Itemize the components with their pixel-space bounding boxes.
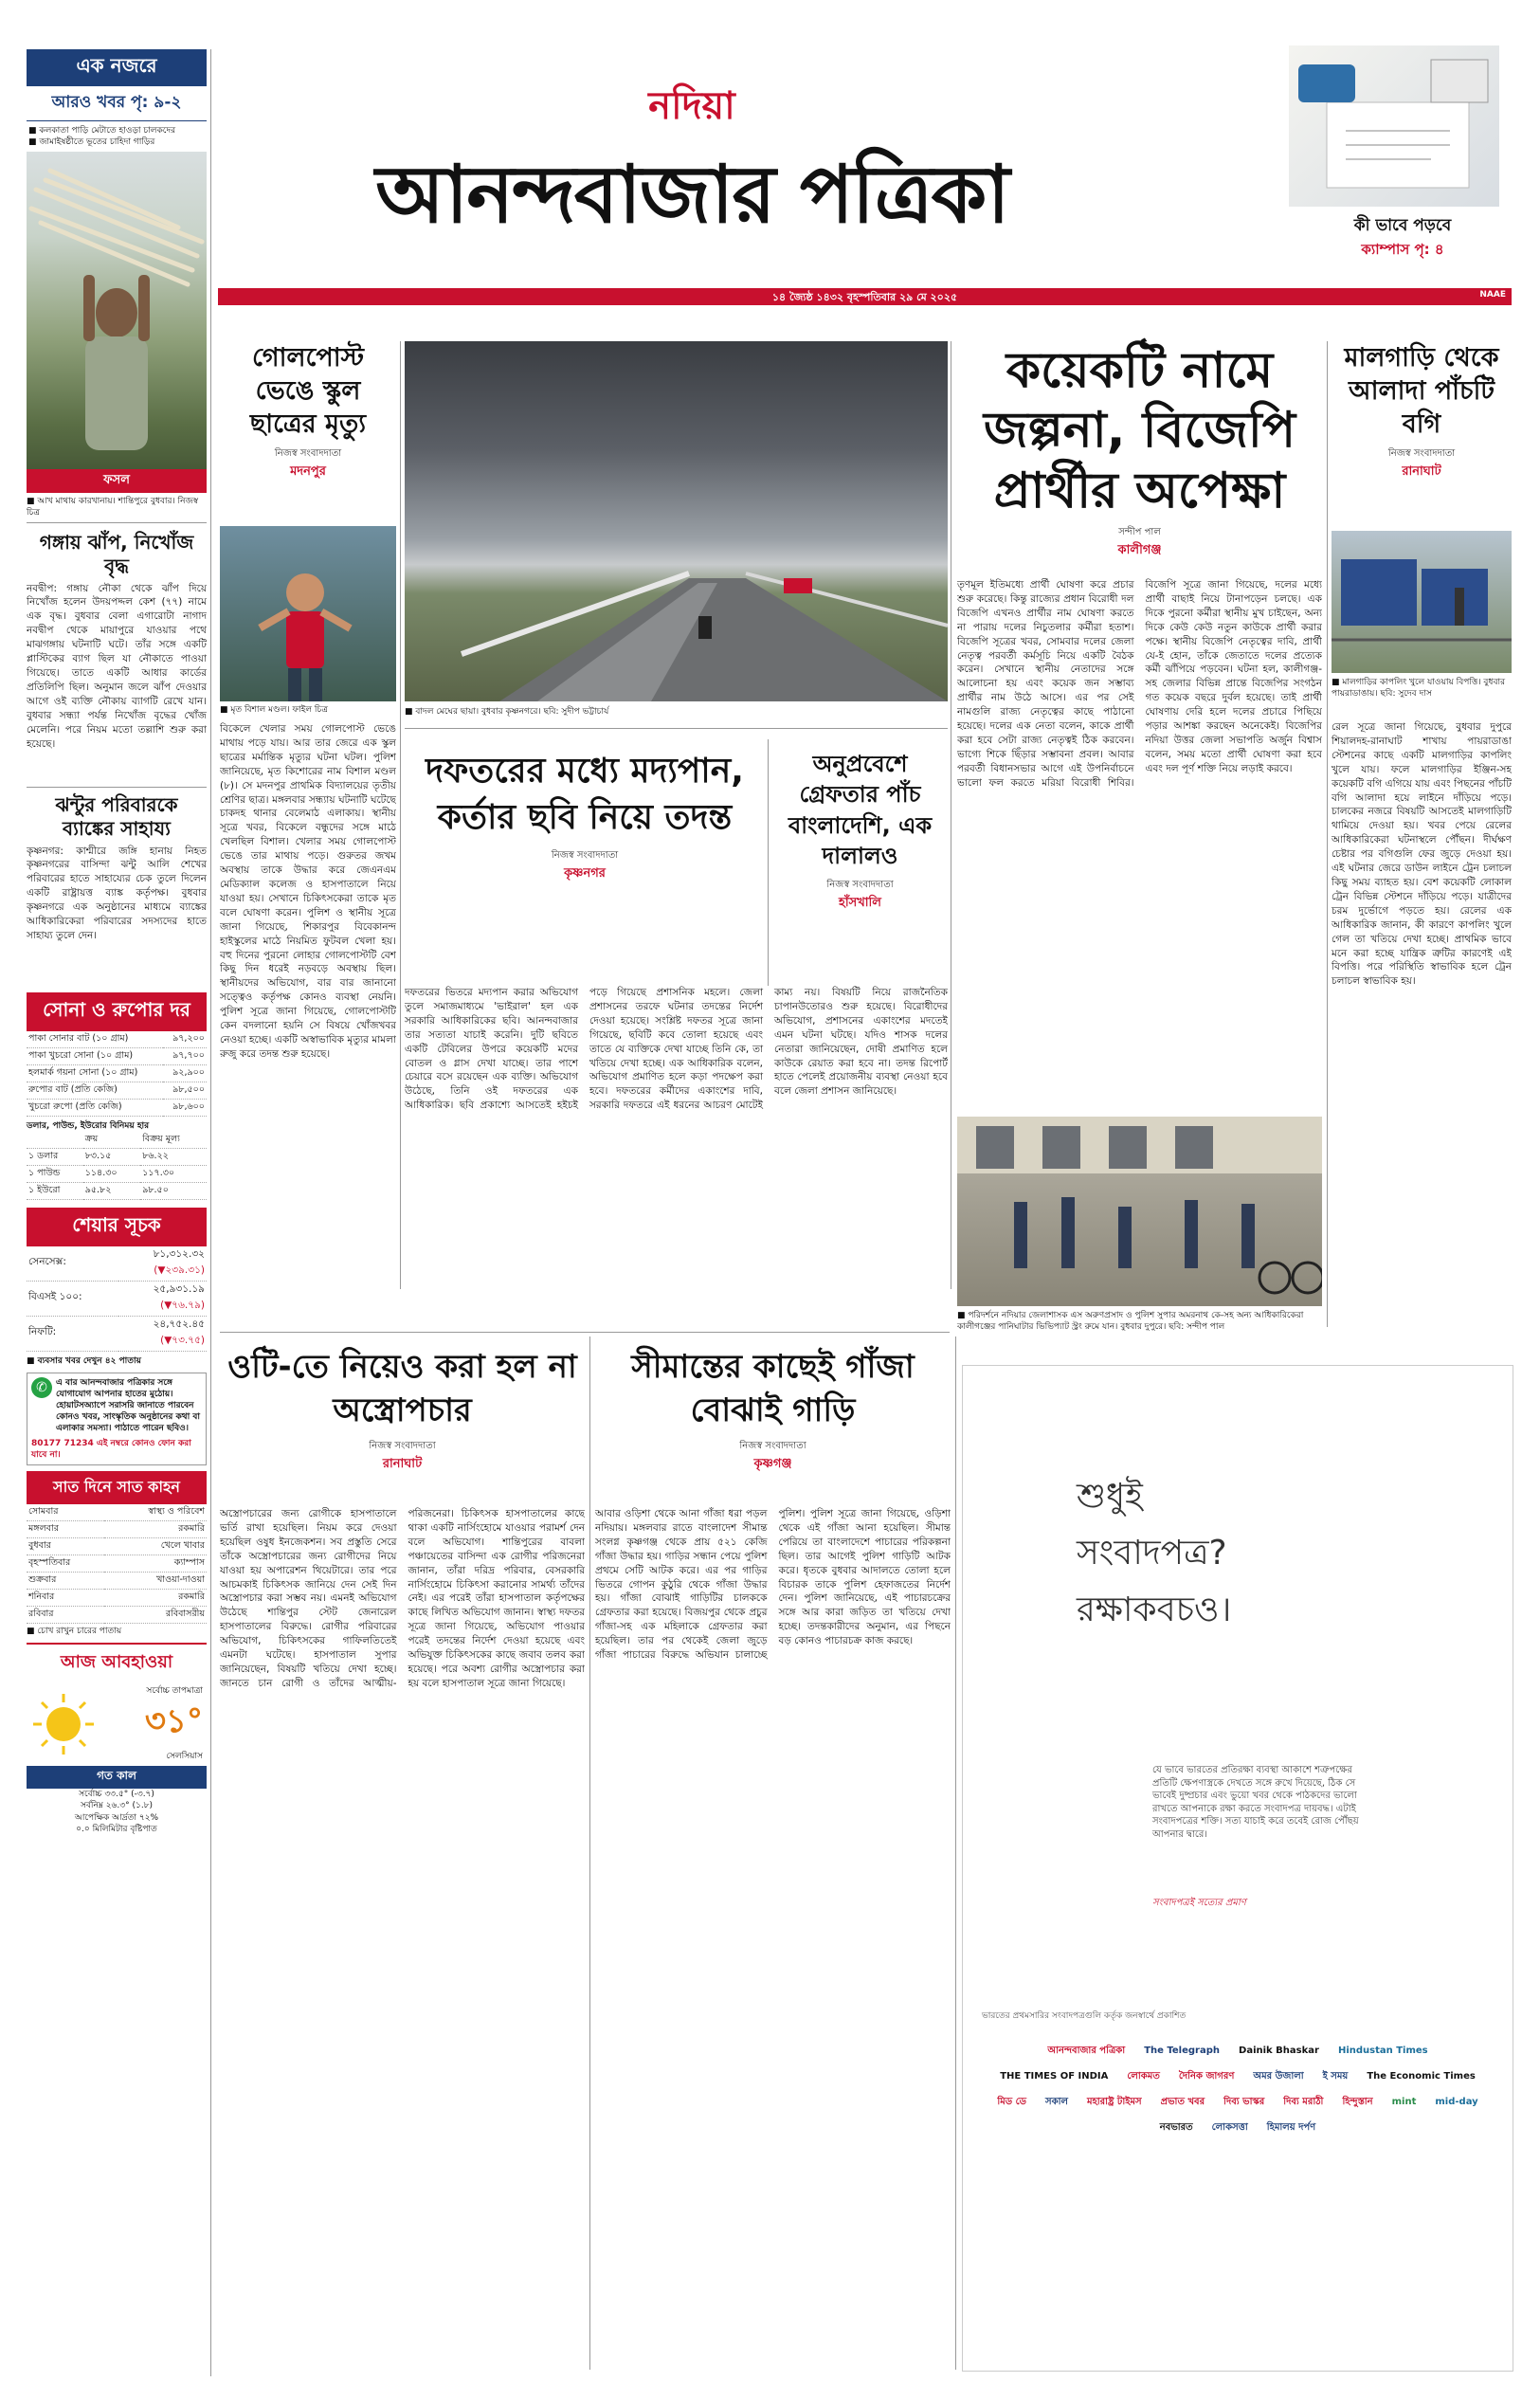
story-byline: নিজস্ব সংবাদদাতা	[826, 879, 894, 890]
photo-tag: ফসল	[27, 469, 207, 493]
yesterday-row: ০.০ মিলিমিটার বৃষ্টিপাত	[76, 1824, 157, 1834]
publisher-logo: অমর উজালা	[1253, 2071, 1304, 2082]
table-row: ১ ডলার ৮৩.১৫ ৮৬.২২	[27, 1148, 207, 1165]
business-ref: ■ ব্যবসার খবর দেখুন ৪২ পাতায়	[27, 1355, 141, 1366]
publisher-logo: হিমালয় দর্পণ	[1266, 2122, 1316, 2133]
table-row: শুক্রবার খাওয়া-দাওয়া	[27, 1572, 207, 1589]
lead-story	[957, 341, 1322, 561]
story-headline: কয়েকটি নামে জল্পনা, বিজেপি প্রার্থীর অপেক্ষা	[983, 342, 1296, 519]
ad-footer-note: ভারতের প্রথমসারির সংবাদপত্রগুলি কর্তৃক জনস্বার্থে প্রকাশিত	[982, 2011, 1187, 2021]
publisher-logo: THE TIMES OF INDIA	[1000, 2071, 1109, 2082]
story-text: অস্ত্রোপচারের জন্য রোগীকে হাসপাতালে ভর্তি রাখা হয়েছিল। নিয়ম করে দেওয়া হয়েছিল ওষুধ ইনজেকশন। সব প্রস্তুতি সেরে তাঁকে অস্ত্রোপচারের জন্য রোগীদের নিয়ে যাওয়া হয় অপারেশন থিয়েটারে। তার পরে আচমকাই চিকিৎসক জানিয়ে দেন সেই দিন অস্ত্রোপচার করা সম্ভব নয়। এমনই অভিযোগ উঠেছে শান্তিপুর স্টেট জেনারেল হাসপাতালের বিরুদ্ধে। রোগীর পরিবারের অভিযোগ, চিকিৎসকের গাফিলতিতেই এমনটা ঘটেছে। হাসপাতাল সুপার জানিয়েছেন, বিষয়টি খতিয়ে দেখা হচ্ছে। জানতে চান রোগী ও তাঁদের আত্মীয়-পরিজনেরা। চিকিৎসক হাসপাতালের কাছে থাকা একটি নার্সিংহোমে যাওয়ার পরামর্শ দেন বলে অভিযোগ। শান্তিপুরের বাবলা পঞ্চায়েতের বাসিন্দা এক রোগীর পরিজনেরা জানান, তাঁরা দরিদ্র পরিবার, বেসরকারি নার্সিংহোমে চিকিৎসা করানোর সামর্থ্য তাঁদের নেই। এর পরেই তাঁরা হাসপাতাল কর্তৃপক্ষের কাছে লিখিত অভিযোগ জানান। স্বাস্থ্য দফতর সূত্রে জানা গিয়েছে, অভিযোগ পাওয়ার পরেই তদন্তের নির্দেশ দেওয়া হয়েছে এবং অভিযুক্ত চিকিৎসকের কাছে জবাব তলব করা হয়েছে। পরে অবশ্য রোগীর অস্ত্রোপচার করা হয় বলে হাসপাতাল সূত্রে জানা গিয়েছে।	[220, 1508, 585, 1689]
story-headline: সীমান্তের কাছেই গাঁজা বোঝাই গাড়ি	[631, 1348, 915, 1429]
gold-rate-table	[27, 1031, 207, 1117]
table-row: পাকা সোনার বাট (১০ গ্রাম) ৯৭,২০০	[27, 1031, 207, 1048]
story-dateline: হাঁসখালি	[839, 895, 881, 910]
more-news-ref: আরও খবর পৃ: ৯-২	[27, 86, 207, 121]
infiltration-story	[772, 749, 948, 914]
surgery-story	[220, 1346, 585, 1475]
story-text: নবদ্বীপ: গঙ্গায় নৌকা থেকে ঝাঁপ দিয়ে নিখোঁজ হলেন উদয়পদ্দল কেশ (৭৭) নামে এক বৃদ্ধ। বুধবার বেলা এগারোটা নাগাদ নবদ্বীপ থেকে মায়াপুরে যাওয়ার পথে মাঝগঙ্গায় ঘটনাটি ঘটে। তাঁর সঙ্গে একটি প্লাস্টিকের ব্যাগ ছিল যা নৌকাতে পাওয়া গিয়েছে। তাতে একটি আধার কার্ডের প্রতিলিপি ছিল। অনুমান জলে ঝাঁপ দেওয়ার আগে ওই ব্যক্তি নৌকায় ব্যাগটি রেখে যান। বুধবার সন্ধ্যা পর্যন্ত নিখোঁজ বৃদ্ধের খোঁজ মেলেনি। পরে নিয়ম মতো তল্লাশি শুরু করা হয়েছে।	[27, 582, 207, 750]
publisher-logo: Hindustan Times	[1337, 2046, 1428, 2056]
newspaper-ad	[962, 1365, 1513, 2372]
publisher-logo: লোকসত্তা	[1211, 2122, 1248, 2133]
sun-icon	[30, 1691, 97, 1757]
table-row: রবিবার রবিবাসরীয়	[27, 1606, 207, 1623]
photo-caption: ■ মৃত বিশাল মণ্ডল। ফাইল চিত্র	[220, 705, 328, 715]
publisher-logo: The Telegraph	[1144, 2046, 1221, 2056]
seven-days-note: ■ চোখ রাখুন চারের পাতায়	[27, 1626, 122, 1636]
publisher-logo: mid-day	[1435, 2097, 1478, 2107]
story-text: তৃণমূল ইতিমধ্যে প্রার্থী ঘোষণা করে প্রচার শুরু করেছে। কিন্তু রাজ্যের প্রধান বিরোধী দল বিজেপি এখনও প্রার্থীর নাম ঘোষণা করতে না পারায় দলের নিচুতলার কর্মীরা হতাশ। বিজেপি সূত্রের খবর, সোমবার দলের জেলা নেতৃত্ব পরবর্তী কর্মসূচি নিয়ে একটি বৈঠক করেন। সেখানে স্থানীয় নেতাদের সঙ্গে আলোচনা হয় এবং কয়েক জন সম্ভাব্য প্রার্থীর নাম উঠে আসে। এর পর সেই নামগুলি রাজ্য নেতৃত্বের কাছে পাঠানো হয়েছে। দলের এক নেতা বলেন, কাকে প্রার্থী করা হবে সেটা রাজ্য নেতৃত্বই ঠিক করবেন। ভাগ্যে শিকে ছিঁড়ার সম্ভাবনা প্রবল। আবার পরবর্তী বিধানসভার আগে এই উপনির্বাচনে ভালো ফল করতে মরিয়া বিরোধী শিবির। বিজেপি সূত্রে জানা গিয়েছে, দলের মধ্যে প্রার্থী বাছাই নিয়ে টানাপড়েন চলছে। এক দিকে পুরনো কর্মীরা স্থানীয় মুখ চাইছেন, অন্য দিকে কেউ কেউ নতুন কাউকে প্রার্থী করার পক্ষে। স্থানীয় বিজেপি নেতৃত্বের দাবি, প্রার্থী যে-ই হোন, তাঁকে জেতাতে দলের প্রত্যেক কর্মী ঝাঁপিয়ে পড়বেন। ঘটনা হল, কালীগঞ্জ-সহ জেলার বিভিন্ন প্রান্তে বিজেপির সংগঠন গত কয়েক বছরে দুর্বল হয়েছে। তাই প্রার্থী ঘোষণায় দেরি হলে দলের প্রচারে পিছিয়ে পড়ার আশঙ্কা করছেন অনেকেই। বিজেপির নদিয়া উত্তর জেলা সভাপতি অর্জুন বিশ্বাস বলেন, সময় মতো প্রার্থী ঘোষণা করা হবে এবং দল পূর্ণ শক্তি নিয়ে লড়াই করবে।	[957, 579, 1322, 789]
story-byline: সন্দীপ পাল	[1118, 527, 1161, 538]
sugarcane-illustration	[27, 152, 207, 493]
left-sidebar	[27, 49, 207, 2376]
officials-illustration	[957, 1117, 1322, 1306]
publisher-logo: লোকমত	[1127, 2071, 1160, 2082]
story-text: রেল সূত্রে জানা গিয়েছে, বুধবার দুপুরে শিয়ালদহ-রানাঘাট শাখায় পায়রাডাঙা স্টেশনের কাছে একটি মালগাড়ির কাপলিং খুলে যায়। ফলে মালগাড়ির ইঞ্জিন-সহ কয়েকটি বগি এগিয়ে যায় এবং পিছনের পাঁচটি বগি আলাদা হয়ে লাইনে দাঁড়িয়ে পড়ে। চালকের নজরে বিষয়টি আসতেই মালগাড়িটি থামিয়ে দেওয়া হয়। খবর পেয়ে রেলের আধিকারিকেরা ঘটনাস্থলে পৌঁছন। দীর্ঘক্ষণ চেষ্টার পর বগিগুলি ফের জুড়ে দেওয়া হয়। এই ঘটনার জেরে ডাউন লাইনে ট্রেন চলাচল কিছু সময় ব্যাহত হয়। বেশ কয়েকটি লোকাল ট্রেন বিভিন্ন স্টেশনে দাঁড়িয়ে পড়ে। যাত্রীদের চরম দুর্ভোগে পড়তে হয়। রেলের এক আধিকারিক জানান, কী কারণে কাপলিং খুলে গেল তা খতিয়ে দেখা হচ্ছে। প্রাথমিক ভাবে মনে করা হচ্ছে যান্ত্রিক ত্রুটির কারণেই এই বিপত্তি। পরে পরিস্থিতি স্বাভাবিক হলে ট্রেন চলাচল স্বাভাবিক হয়।	[1332, 721, 1512, 988]
story-byline: নিজস্ব সংবাদদাতা	[551, 850, 619, 862]
whatsapp-icon: ✆	[31, 1377, 52, 1398]
story-headline: গোলপোস্ট ভেঙে স্কুল ছাত্রের মৃত্যু	[249, 343, 367, 440]
story-byline: নিজস্ব সংবাদদাতা	[274, 448, 342, 460]
at-a-glance-header: এক নজরে	[27, 49, 207, 86]
story-byline: নিজস্ব সংবাদদাতা	[369, 1440, 436, 1451]
photo-caption: ■ বাদল মেঘের ছায়া। বুধবার কৃষ্ণনগরে। ছবি: সুদীপ ভট্টাচার্য	[405, 707, 609, 717]
rain-cloud-photo	[405, 341, 948, 701]
publisher-logo: The Economic Times	[1367, 2071, 1476, 2082]
campus-promo-photo	[1289, 45, 1499, 207]
bridge-road-illustration	[405, 341, 948, 701]
ad-signoff: সংবাদপত্রই সত্যের প্রমাণ	[1152, 1898, 1246, 1908]
story-dateline: কৃষ্ণনগর	[564, 866, 606, 882]
ad-headline-2: সংবাদপত্র?	[1077, 1534, 1227, 1573]
dateline-bar	[218, 288, 1512, 305]
dateline-text: ১৪ জ্যৈষ্ঠ ১৪৩২ বৃহস্পতিবার ২৯ মে ২০২৫	[771, 291, 958, 303]
story-text: বিকেলে খেলার সময় গোলপোস্ট ভেঙে মাথায় পড়ে যায়। আর তার জেরে এক স্কুল ছাত্রের মর্মান্তিক মৃত্যুর ঘটনা ঘটল। পুলিশ জানিয়েছে, মৃত কিশোরের নাম বিশাল মণ্ডল (৮)। সে মদনপুর প্রাথমিক বিদ্যালয়ের তৃতীয় শ্রেণির ছাত্র। মঙ্গলবার সন্ধ্যায় ঘটনাটি ঘটেছে চাকদহ থানার বেলেমাঠ এলাকায়। স্থানীয় সূত্রে খবর, বিকেলে বন্ধুদের সঙ্গে মাঠে খেলছিল বিশাল। খেলার সময় গোলপোস্ট ভেঙে তার মাথায় পড়ে। গুরুতর জখম অবস্থায় তাকে উদ্ধার করে জেএনএম মেডিক্যাল কলেজ ও হাসপাতালে নিয়ে যাওয়া হয়। সেখানে চিকিৎসকেরা তাকে মৃত বলে ঘোষণা করেন। পুলিশ ও স্থানীয় সূত্রে জানা গিয়েছে, শিকারপুর বিবেকানন্দ হাইস্কুলের মাঠে নিয়মিত ফুটবল খেলা হয়। বহু দিনের পুরনো লোহার গোলপোস্টটি বেশ কিছু দিন ধরেই নড়বড়ে অবস্থায় ছিল। স্থানীয়দের অভিযোগ, বার বার জানানো সত্ত্বেও কর্তৃপক্ষ কোনও ব্যবস্থা নেয়নি। পুলিশ সূত্রে জানা গিয়েছে, গোলপোস্টটি কেন বদলানো হয়নি সে বিষয়ে খোঁজখবর নেওয়া হচ্ছে। একটি অস্বাভাবিক মৃত্যুর মামলা রুজু করে তদন্ত শুরু হয়েছে।	[220, 723, 396, 1060]
sugarcane-photo	[27, 152, 207, 493]
train-illustration	[1332, 531, 1512, 673]
table-row: ক্রয় বিক্রয় মূল্য	[27, 1132, 207, 1149]
table-row: সোমবার স্বাস্থ্য ও পরিবেশ	[27, 1504, 207, 1521]
currency-header: ডলার, পাউন্ড, ইউরোর বিনিময় হার	[27, 1120, 150, 1131]
malgari-story	[1332, 341, 1512, 482]
whatsapp-text: এ বার আনন্দবাজার পত্রিকার সঙ্গে যোগাযোগ আপনার হাতের মুঠোয়। হোয়াটসঅ্যাপে সরাসরি জানাতে পারবেন কোনও খবর, সাংস্কৃতিক অনুষ্ঠানের কথা বা এলাকার সমস্যা। পাঠাতে পারেন ছবিও।	[56, 1377, 200, 1434]
publisher-logo: সকাল	[1045, 2097, 1068, 2107]
publisher-logos	[982, 2039, 1494, 2141]
whatsapp-box	[27, 1373, 207, 1465]
table-row: বিএসই ১০০: ২৫,৯৩১.১৯ (▼৭৬.৭৯)	[27, 1281, 207, 1316]
publisher-logo: আনন্দবাজার পত্রিকা	[1047, 2046, 1126, 2056]
yesterday-row: সর্বনিম্ন ২৬.৩° (১.৮)	[80, 1801, 154, 1811]
share-index-header: শেয়ার সূচক	[27, 1208, 207, 1246]
newspaper-title: আনন্দবাজার পত্রিকা	[375, 147, 1008, 241]
share-index-table	[27, 1246, 207, 1352]
table-row: খুচরো রুপো (প্রতি কেজি) ৯৮,৬০০	[27, 1099, 207, 1116]
story-dateline: মদনপুর	[290, 464, 326, 480]
publisher-logo: দিব্য মরাঠী	[1283, 2097, 1324, 2107]
story-text: আবার ওড়িশা থেকে আনা গাঁজা ধরা পড়ল নদিয়ায়। মঙ্গলবার রাতে বাংলাদেশ সীমান্ত সংলগ্ন কৃষ্ণগঞ্জ থেকে প্রায় ৫২১ কেজি গাঁজা উদ্ধার হয়। গাড়ির সন্ধান পেয়ে পুলিশ প্রথমে সেটি আটক করে। এর পর গাড়ির ভিতরে গোপন কুঠুরি থেকে গাঁজা উদ্ধার হয়। গাঁজা বোঝাই গাড়িটির চালককে গ্রেফতার করা হয়েছে। বিজয়পুর থেকে প্রচুর গাঁজা-সহ এক মহিলাকে গ্রেফতার করা হয়েছিল। তার পর থেকেই জেলা জুড়ে গাঁজা পাচারের বিরুদ্ধে অভিযান চালাচ্ছে পুলিশ। পুলিশ সূত্রে জানা গিয়েছে, ওড়িশা থেকে এই গাঁজা আনা হয়েছিল। সীমান্ত পেরিয়ে তা বাংলাদেশে পাচারের পরিকল্পনা ছিল। তার আগেই পুলিশ গাড়িটি আটক করে। ধৃতকে বুধবার আদালতে তোলা হলে বিচারক তাকে পুলিশ হেফাজতের নির্দেশ দেন। পুলিশ জানিয়েছে, এই পাচারচক্রের সঙ্গে আর কারা জড়িত তা খতিয়ে দেখা হচ্ছে। তদন্তকারীদের অনুমান, এর পিছনে বড় কোনও পাচারচক্র কাজ করছে।	[595, 1508, 951, 1662]
table-row: মঙ্গলবার রকমারি	[27, 1520, 207, 1537]
story-headline: গঙ্গায় ঝাঁপ, নিখোঁজ বৃদ্ধ	[39, 530, 194, 577]
photo-caption: ■ মালগাড়ির কাপলিং খুলে যাওয়ায় বিপত্তি। বুধবার পায়রাডাঙায়। ছবি: সুদেব দাস	[1332, 678, 1506, 700]
ganja-story	[595, 1346, 951, 1475]
ad-headline-3: রক্ষাকবচও।	[1077, 1591, 1232, 1629]
story-dateline: কালীগঞ্জ	[1117, 543, 1162, 558]
student-photo	[220, 526, 396, 701]
seven-days-header: সাত দিনে সাত কাহন	[27, 1471, 207, 1504]
yesterday-header: গত কাল	[27, 1766, 207, 1789]
campus-promo-line2: ক্যাম্পাস পৃ: ৪	[1361, 241, 1444, 258]
publisher-logo: নবভারত	[1159, 2122, 1193, 2133]
story-dateline: রানাঘাট	[382, 1456, 423, 1471]
gold-rate-header: সোনা ও রুপোর দর	[27, 992, 207, 1031]
whatsapp-number: 80177 71234 এই নম্বরে কোনও ফোন করা যাবে না।	[31, 1438, 191, 1460]
yesterday-row: সর্বোচ্চ ৩৩.৫° (-৩.৭)	[79, 1790, 154, 1800]
story-byline: নিজস্ব সংবাদদাতা	[1387, 448, 1456, 460]
publisher-logo: প্রভাত খবর	[1160, 2097, 1205, 2107]
table-row: বৃহস্পতিবার ক্যাম্পাস	[27, 1555, 207, 1572]
publisher-logo: মহারাষ্ট্র টাইমস	[1086, 2097, 1142, 2107]
story-dateline: রানাঘাট	[1402, 464, 1441, 480]
weather-header: আজ আবহাওয়া	[27, 1643, 207, 1682]
publisher-logo: ই সময়	[1322, 2071, 1349, 2082]
story-headline: ঝন্টুর পরিবারকে ব্যাঙ্কের সাহায্য	[27, 787, 207, 841]
edition-code: NAAE	[1479, 290, 1506, 300]
story-text: দফতরের ভিতরে মদ্যপান করার অভিযোগ তুলে সমাজমাধ্যমে 'ভাইরাল' হল এক সরকারি আধিকারিকের ছবি। আনন্দবাজার তার সত্যতা যাচাই করেনি। দুটি ছবিতে একটি টেবিলের উপরে কয়েকটি মদের বোতল ও গ্লাস দেখা যাচ্ছে। তার পাশে চেয়ারে বসে রয়েছেন এক ব্যক্তি। অভিযোগ উঠেছে, তিনি ওই দফতরের এক আধিকারিক। ছবি প্রকাশ্যে আসতেই হইচই পড়ে গিয়েছে প্রশাসনিক মহলে। জেলা প্রশাসনের তরফে ঘটনার তদন্তের নির্দেশ দেওয়া হয়েছে। সংশ্লিষ্ট দফতর সূত্রে জানা গিয়েছে, ছবিটি কবে তোলা হয়েছে এবং তাতে যে ব্যক্তিকে দেখা যাচ্ছে তিনি কে, তা খতিয়ে দেখা হচ্ছে। এক আধিকারিক বলেন, অভিযোগ প্রমাণিত হলে কড়া পদক্ষেপ করা হবে। দফতরের কর্মীদের একাংশের দাবি, সরকারি দফতরে এই ধরনের আচরণ মোটেই কাম্য নয়। বিষয়টি নিয়ে রাজনৈতিক চাপানউতোরও শুরু হয়েছে। বিরোধীদের অভিযোগ, প্রশাসনের একাংশের মদতেই এমন ঘটনা ঘটছে। যদিও শাসক দলের নেতারা জানিয়েছেন, দোষী প্রমাণিত হলে কাউকে রেয়াত করা হবে না। তদন্ত রিপোর্ট হাতে পেলেই প্রয়োজনীয় ব্যবস্থা নেওয়া হবে বলে জেলা প্রশাসন জানিয়েছে।	[405, 987, 948, 1112]
goods-train-photo	[1332, 531, 1512, 673]
publisher-logo: mint	[1391, 2097, 1417, 2107]
table-row: ১ পাউন্ড ১১৪.৩০ ১১৭.৩০	[27, 1165, 207, 1182]
goalpost-story	[220, 341, 396, 482]
story-byline: নিজস্ব সংবাদদাতা	[739, 1440, 806, 1451]
publisher-logo: দিব্য ভাস্কর	[1223, 2097, 1265, 2107]
table-row: নিফটি: ২৪,৭৫২.৪৫ (▼৭৩.৭৫)	[27, 1316, 207, 1351]
weather-temp: ৩১°	[144, 1702, 203, 1741]
story-headline: মালগাড়ি থেকে আলাদা পাঁচটি বগি	[1344, 343, 1499, 440]
currency-table	[27, 1132, 207, 1200]
table-row: রুপোর বাট (প্রতি কেজি) ৯৮,৫০০	[27, 1082, 207, 1099]
story-headline: অনুপ্রবেশে গ্রেফতার পাঁচ বাংলাদেশি, এক দালালও	[788, 751, 933, 870]
story-dateline: কৃষ্ণগঞ্জ	[753, 1456, 792, 1471]
publisher-logo: মিড ডে	[997, 2097, 1027, 2107]
edition-name: নদিয়া	[648, 84, 735, 128]
table-row: ১ ইউরো ৯৫.৮২ ৯৮.৫০	[27, 1182, 207, 1199]
child-illustration	[220, 526, 396, 701]
publisher-logo: দৈনিক জাগরণ	[1178, 2071, 1235, 2082]
table-row: পাকা খুচরো সোনা (১০ গ্রাম) ৯৭,৭০০	[27, 1047, 207, 1064]
table-row: শনিবার রকমারি	[27, 1589, 207, 1606]
photo-caption: ■ আখ মাথায় কারখানায়। শান্তিপুরে বুধবার। নিজস্ব চিত্র	[27, 493, 207, 522]
publisher-logo: হিন্দুস্তান	[1342, 2097, 1373, 2107]
story-headline: ওটি-তে নিয়েও করা হল না অস্ত্রোপচার	[227, 1348, 577, 1429]
glance-bullet: ■ কলকাতা পাড়ি মেটাতে হাওড়া চালকদের	[28, 126, 176, 136]
ad-headline-1: শুধুই	[1077, 1477, 1143, 1516]
study-illustration	[1289, 45, 1499, 207]
story-text: কৃষ্ণনগর: কাশ্মীরে জঙ্গি হানায় নিহত কৃষ্ণনগরের বাসিন্দা ঝন্টু আলি শেখের পরিবারের হাতে সাহায্যের চেক তুলে দিলেন একটি রাষ্ট্রায়ত্ত ব্যাঙ্ক কর্তৃপক্ষ। বুধবার কৃষ্ণনগরে এক অনুষ্ঠানের মাধ্যমে ব্যাঙ্কের আধিকারিকেরা পরিবারের সদস্যদের হাতে সাহায্য তুলে দেন।	[27, 845, 207, 941]
table-row: হলমার্ক গয়না সোনা (১০ গ্রাম) ৯২,৯০০	[27, 1064, 207, 1082]
publisher-logo: Dainik Bhaskar	[1239, 2046, 1319, 2056]
table-row: বুধবার খেলে খাবার	[27, 1537, 207, 1555]
table-row: সেনসেক্স: ৮১,৩১২.৩২ (▼২৩৯.৩১)	[27, 1246, 207, 1282]
ad-body-text: যে ভাবে ভারতের প্রতিরক্ষা ব্যবস্থা আকাশে শত্রুপক্ষের প্রতিটি ক্ষেপণাস্ত্রকে দেখতে সঙ্গে রুখে দিয়েছে, ঠিক সে ভাবেই দুষ্প্রচার এবং ভুয়ো খবর থেকে পাঠকদের ভালো রাখতে আপনাকে রক্ষা করতে সংবাদপত্র দায়বদ্ধ। এটাই সংবাদপত্রের শক্তি। সত্য যাচাই করে তবেই রোজ পৌঁছয় আপনার দ্বারে।	[1152, 1765, 1359, 1840]
photo-caption: ■ পরিদর্শনে নদিয়ার জেলাশাসক এস অরুণপ্রসাদ ও পুলিশ সুপার অমরনাথ কে-সহ অন্য আধিকারিকেরা কালীগঞ্জের পানিঘাটার ভিভিপ্যাট স্ট্রং রুমে যান। বুধবার দুপুরে। ছবি: সন্দীপ পাল	[957, 1311, 1304, 1333]
weather-unit: সেলসিয়াস	[166, 1752, 203, 1762]
glance-bullet: ■ জামাইষষ্ঠীতে ভূতের চাহিদা গাড়ির	[28, 137, 155, 148]
yesterday-row: আপেক্ষিক আর্দ্রতা ৭২%	[74, 1812, 159, 1823]
weather-max-label: সর্বোচ্চ তাপমাত্রা	[146, 1685, 203, 1696]
seven-days-table	[27, 1504, 207, 1624]
campus-promo-line1: কী ভাবে পড়বে	[1353, 216, 1452, 235]
story-headline: দফতরের মধ্যে মদ্যপান, কর্তার ছবি নিয়ে তদন্ত	[426, 752, 744, 837]
office-drinking-story	[405, 749, 765, 884]
inspection-photo	[957, 1117, 1322, 1306]
